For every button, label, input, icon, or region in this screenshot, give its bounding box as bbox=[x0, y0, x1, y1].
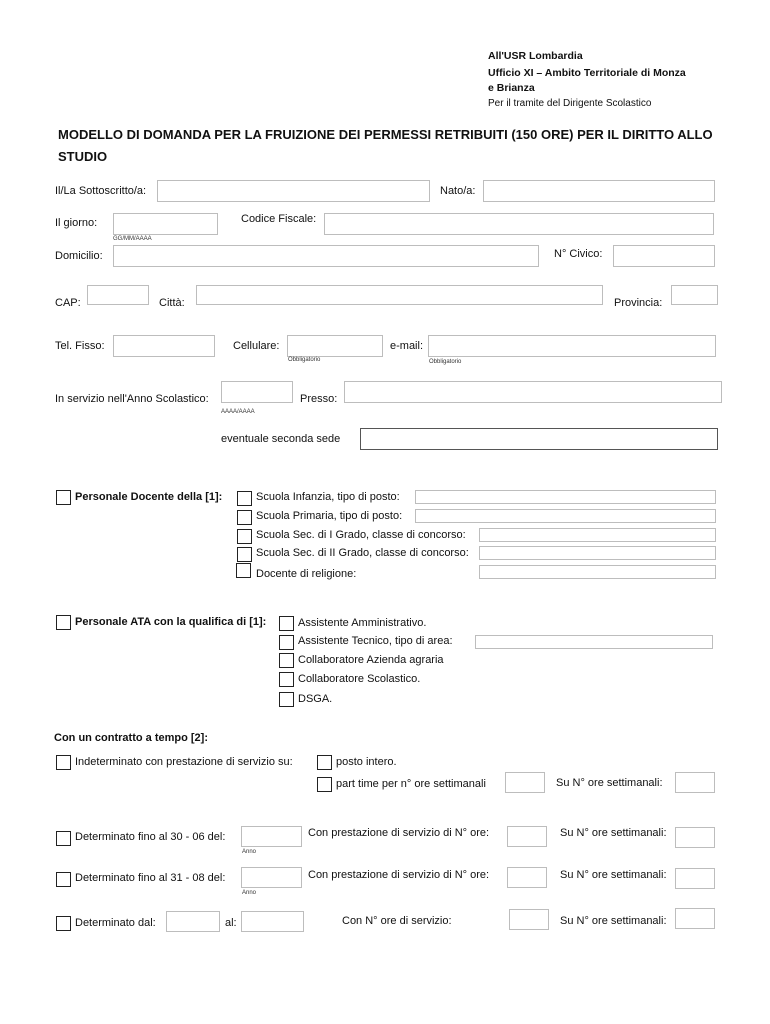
codice-fiscale-input[interactable] bbox=[324, 213, 714, 235]
det-dal-label: Determinato dal: bbox=[75, 917, 156, 929]
det-30-06-label: Determinato fino al 30 - 06 del: bbox=[75, 831, 226, 843]
cellulare-hint: Obbligatorio bbox=[288, 357, 321, 363]
part-time-checkbox[interactable] bbox=[317, 777, 332, 792]
label-codice-fiscale: Codice Fiscale: bbox=[241, 213, 317, 225]
det-31-08-ore-input[interactable] bbox=[507, 867, 547, 888]
ata-scolastico-checkbox[interactable] bbox=[279, 672, 294, 687]
nato-input[interactable] bbox=[483, 180, 715, 202]
label-cellulare: Cellulare: bbox=[233, 340, 280, 352]
ata-label: Personale ATA con la qualifica di [1]: bbox=[75, 616, 267, 628]
det-con-ore-input[interactable] bbox=[509, 909, 549, 930]
det-al-input[interactable] bbox=[241, 911, 304, 932]
anno-scolastico-hint: AAAA/AAAA bbox=[221, 409, 255, 415]
ata-amministrativo-checkbox[interactable] bbox=[279, 616, 294, 631]
email-hint: Obbligatorio bbox=[429, 359, 462, 365]
label-citta: Città: bbox=[159, 297, 185, 309]
docente-religione-label: Docente di religione: bbox=[256, 568, 357, 580]
ata-dsga-checkbox[interactable] bbox=[279, 692, 294, 707]
ata-scolastico-label: Collaboratore Scolastico. bbox=[298, 673, 421, 685]
citta-input[interactable] bbox=[196, 285, 603, 305]
docente-sec2-label: Scuola Sec. di II Grado, classe di concorso: bbox=[256, 547, 469, 559]
det-31-08-checkbox[interactable] bbox=[56, 872, 71, 887]
ata-checkbox[interactable] bbox=[56, 615, 71, 630]
part-time-su-ore-label: Su N° ore settimanali: bbox=[556, 777, 663, 789]
label-seconda-sede: eventuale seconda sede bbox=[221, 433, 341, 445]
docente-infanzia-label: Scuola Infanzia, tipo di posto: bbox=[256, 491, 400, 503]
det-30-06-su-ore-label: Su N° ore settimanali: bbox=[560, 827, 667, 839]
form-title: MODELLO DI DOMANDA PER LA FRUIZIONE DEI PERMESSI RETRIBUITI (150 ORE) PER IL DIRITTO ALLO STUDIO bbox=[58, 127, 713, 164]
ata-agraria-checkbox[interactable] bbox=[279, 653, 294, 668]
cellulare-input[interactable] bbox=[287, 335, 383, 357]
label-tel-fisso: Tel. Fisso: bbox=[55, 340, 105, 352]
det-dal-checkbox[interactable] bbox=[56, 916, 71, 931]
posto-intero-label: posto intero. bbox=[336, 756, 397, 768]
provincia-input[interactable] bbox=[671, 285, 718, 305]
indeterminato-label: Indeterminato con prestazione di servizio su: bbox=[75, 756, 293, 768]
det-con-ore-label: Con N° ore di servizio: bbox=[342, 915, 452, 927]
docente-religione-checkbox[interactable] bbox=[236, 563, 251, 578]
ata-tecnico-checkbox[interactable] bbox=[279, 635, 294, 650]
part-time-label: part time per n° ore settimanali bbox=[336, 778, 486, 790]
det-30-06-anno-input[interactable] bbox=[241, 826, 302, 847]
contratto-heading: Con un contratto a tempo [2]: bbox=[54, 732, 208, 744]
indeterminato-checkbox[interactable] bbox=[56, 755, 71, 770]
domicilio-input[interactable] bbox=[113, 245, 539, 267]
docente-primaria-input[interactable] bbox=[415, 509, 716, 523]
docente-sec2-checkbox[interactable] bbox=[237, 547, 252, 562]
det-31-08-su-ore-label: Su N° ore settimanali: bbox=[560, 869, 667, 881]
cap-input[interactable] bbox=[87, 285, 149, 305]
part-time-ore-input[interactable] bbox=[505, 772, 545, 793]
ata-tecnico-label: Assistente Tecnico, tipo di area: bbox=[298, 635, 453, 647]
label-provincia: Provincia: bbox=[614, 297, 663, 309]
docente-checkbox[interactable] bbox=[56, 490, 71, 505]
part-time-su-ore-input[interactable] bbox=[675, 772, 715, 793]
det-31-08-prestazione-label: Con prestazione di servizio di N° ore: bbox=[308, 869, 490, 881]
email-input[interactable] bbox=[428, 335, 716, 357]
anno-scolastico-input[interactable] bbox=[221, 381, 293, 403]
ata-dsga-label: DSGA. bbox=[298, 693, 333, 705]
docente-religione-input[interactable] bbox=[479, 565, 716, 579]
ata-amministrativo-label: Assistente Amministrativo. bbox=[298, 617, 427, 629]
label-anno-scolastico: In servizio nell'Anno Scolastico: bbox=[55, 393, 209, 405]
label-sottoscritto: Il/La Sottoscritto/a: bbox=[55, 185, 147, 197]
sottoscritto-input[interactable] bbox=[157, 180, 430, 202]
giorno-hint: GG/MM/AAAA bbox=[113, 236, 152, 242]
recipient-line-1: All'USR Lombardia bbox=[488, 50, 583, 62]
label-domicilio: Domicilio: bbox=[55, 250, 103, 262]
det-30-06-ore-input[interactable] bbox=[507, 826, 547, 847]
posto-intero-checkbox[interactable] bbox=[317, 755, 332, 770]
tel-fisso-input[interactable] bbox=[113, 335, 215, 357]
seconda-sede-input[interactable] bbox=[360, 428, 718, 450]
docente-primaria-label: Scuola Primaria, tipo di posto: bbox=[256, 510, 403, 522]
recipient-line-3: e Brianza bbox=[488, 82, 535, 94]
label-presso: Presso: bbox=[300, 393, 338, 405]
det-30-06-prestazione-label: Con prestazione di servizio di N° ore: bbox=[308, 827, 490, 839]
recipient-line-4: Per il tramite del Dirigente Scolastico bbox=[488, 98, 652, 109]
det-dal-input[interactable] bbox=[166, 911, 220, 932]
civico-input[interactable] bbox=[613, 245, 715, 267]
det-31-08-anno-hint: Anno bbox=[242, 890, 257, 896]
docente-sec2-input[interactable] bbox=[479, 546, 716, 560]
ata-agraria-label: Collaboratore Azienda agraria bbox=[298, 654, 444, 666]
giorno-input[interactable] bbox=[113, 213, 218, 235]
docente-sec1-label: Scuola Sec. di I Grado, classe di concorso: bbox=[256, 529, 466, 541]
det-su-ore-input[interactable] bbox=[675, 908, 715, 929]
label-giorno: Il giorno: bbox=[55, 217, 98, 229]
det-31-08-label: Determinato fino al 31 - 08 del: bbox=[75, 872, 226, 884]
presso-input[interactable] bbox=[344, 381, 722, 403]
docente-infanzia-checkbox[interactable] bbox=[237, 491, 252, 506]
docente-primaria-checkbox[interactable] bbox=[237, 510, 252, 525]
recipient-line-2: Ufficio XI – Ambito Territoriale di Monza bbox=[488, 67, 686, 79]
docente-infanzia-input[interactable] bbox=[415, 490, 716, 504]
docente-label: Personale Docente della [1]: bbox=[75, 491, 223, 503]
det-su-ore-label: Su N° ore settimanali: bbox=[560, 915, 667, 927]
ata-tecnico-input[interactable] bbox=[475, 635, 713, 649]
docente-sec1-input[interactable] bbox=[479, 528, 716, 542]
det-al-label: al: bbox=[225, 917, 237, 929]
label-civico: N° Civico: bbox=[554, 248, 603, 260]
label-cap: CAP: bbox=[55, 297, 81, 309]
label-nato: Nato/a: bbox=[440, 185, 476, 197]
det-30-06-checkbox[interactable] bbox=[56, 831, 71, 846]
det-31-08-anno-input[interactable] bbox=[241, 867, 302, 888]
label-email: e-mail: bbox=[390, 340, 424, 352]
det-31-08-su-ore-input[interactable] bbox=[675, 868, 715, 889]
det-30-06-anno-hint: Anno bbox=[242, 849, 257, 855]
det-30-06-su-ore-input[interactable] bbox=[675, 827, 715, 848]
docente-sec1-checkbox[interactable] bbox=[237, 529, 252, 544]
